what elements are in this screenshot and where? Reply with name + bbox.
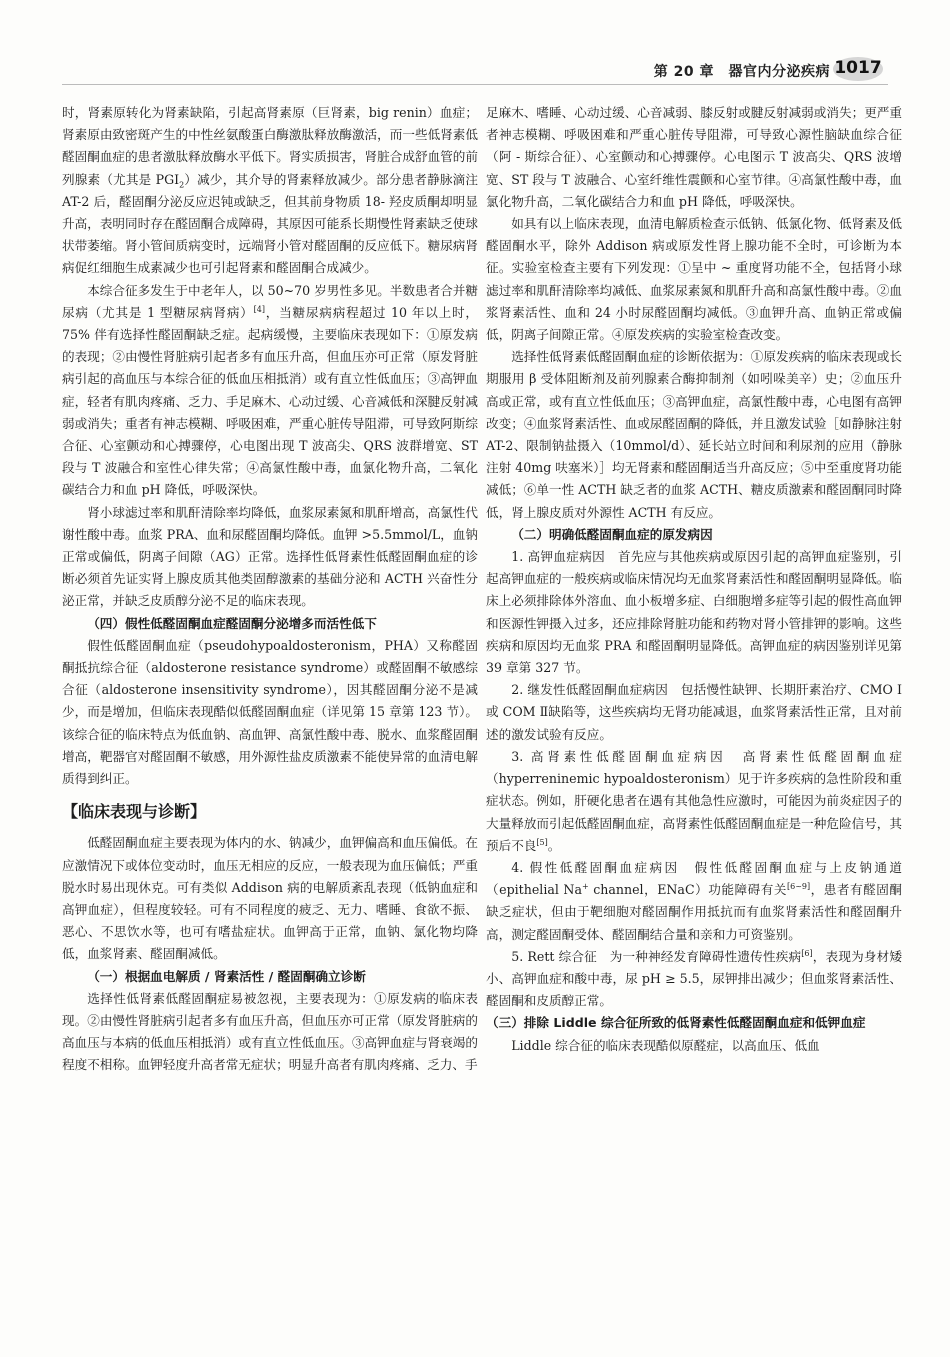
subsection-heading: （一）根据血电解质 / 肾素活性 / 醛固酮确立诊断 xyxy=(87,968,366,984)
paragraph: 选择性低肾素低醛固酮症易被忽视，主要表现为：①原发病的临床表现。②由慢性肾脏病引起者多有血压升高，但血压亦可正常（原发肾脏病的高血压与本病的低血压相抵消）或有直立性低血压。③高钾血症与肾衰竭的程度不相称。血钾轻度升高者常无症状；明显升高者有肌肉疼痛、乏力、手 xyxy=(62,990,478,1073)
paragraph: 2. 继发性低醛固酮血症病因 包括慢性缺钾、长期肝素治疗、CMO Ⅰ或 COM Ⅱ缺陷等，这些疾病均无肾功能减退，血浆肾素活性正常，且对前述的激发试验有反应。 xyxy=(486,682,902,742)
right-column xyxy=(486,102,902,1057)
text: ）减少，其介导的肾素释放减少。部分患者静脉滴注 AT-2 后，醛固酮分泌反应迟钝或缺乏，但其前身物质 18- 羟皮质酮却明显升高，表明同时存在醛固酮合成障碍，其原因可能系长期慢性肾素缺乏使球状带萎缩。肾小管间质病变时，远端肾小管对醛固酮的反应低下。糖尿病肾病促红细胞生成素减少也可引起肾素和醛固酮合成减少。 xyxy=(62,171,478,276)
page-number: 1017 xyxy=(834,58,882,78)
paragraph: 低醛固酮血症主要表现为体内的水、钠减少，血钾偏高和血压偏低。在应激情况下或体位变动时，血压无相应的反应，一般表现为血压偏低；严重脱水时易出现休克。可有类似 Addison 病的电解质紊乱表现（低钠血症和高钾血症），但程度较轻。可有不同程度的疲乏、无力、嗜睡、食欲不振、恶心、不思饮水等，也可有嗜盐症状。血钾高于正常，血钠、氯化物均降低，血浆肾素、醛固酮减低。 xyxy=(62,835,478,962)
paragraph xyxy=(62,102,478,280)
text: 。 xyxy=(547,837,561,853)
reference: [4] xyxy=(253,304,265,314)
chapter-title: 第 20 章 器官内分泌疾病 xyxy=(653,64,830,80)
subsection-heading: （四）假性低醛固酮血症醛固酮分泌增多而活性低下 xyxy=(87,615,377,631)
left-column xyxy=(62,102,478,1077)
reference: [5] xyxy=(536,837,548,847)
paragraph: 选择性低肾素低醛固酮血症的诊断依据为：①原发疾病的临床表现或长期服用 β 受体阻断剂及前列腺素合酶抑制剂（如吲哚美辛）史；②血压升高或正常，或有直立性低血压；③高钾血症，高氯性酸中毒，心电图有高钾改变；④血浆肾素活性、血或尿醛固酮的降低，并且激发试验［如静脉注射 AT-2、限制钠盐摄入（10mmol/d）、延长站立时间和利尿剂的应用（静脉注射 40mg 呋塞米）］均无肾素和醛固酮适当升高反应；⑤中至重度肾功能减低；⑥单一性 ACTH 缺乏者的血浆 ACTH、糖皮质激素和醛固酮同时降低，肾上腺皮质对外源性 ACTH 有反应。 xyxy=(486,349,902,520)
page-header xyxy=(0,50,950,90)
paragraph xyxy=(486,946,902,1013)
paragraph: 1. 高钾血症病因 首先应与其他疾病或原因引起的高钾血症鉴别，引起高钾血症的一般疾病或临床情况均无血浆肾素活性和醛固酮明显降低。临床上必须排除体外溶血、血小板增多症、白细胞增多症等引起的假性高血钾和医源性钾摄入过多，还应排除肾脏功能和药物对肾小管排钾的影响。这些疾病和原因均无血浆 PRA 和醛固酮明显降低。高钾血症的病因鉴别详见第 39 章第 327 节。 xyxy=(486,549,902,676)
paragraph xyxy=(486,746,902,857)
text: ，患者有醛固酮缺乏症状，但由于靶细胞对醛固酮作用抵抗而有血浆肾素活性和醛固酮升高，测定醛固酮受体、醛固酮结合量和亲和力可资鉴别。 xyxy=(486,882,902,942)
paragraph xyxy=(486,857,902,946)
subsection-heading: （二）明确低醛固酮血症的原发病因 xyxy=(511,526,713,542)
paragraph: 如具有以上临床表现，血清电解质检查示低钠、低氯化物、低肾素及低醛固酮水平，除外 Addison 病或原发性肾上腺功能不全时，可诊断为本征。实验室检查主要有下列发现：①呈中 ~ 重度肾功能不全，包括肾小球滤过率和肌酐清除率均减低、血浆尿素氮和肌酐升高和高氯性酸中毒。②血浆肾素活性、血和 24 小时尿醛固酮均减低。③血钾升高、血钠正常或偏低，阴离子间隙正常。④原发疾病的实验室检查改变。 xyxy=(486,216,902,343)
paragraph: 足麻木、嗜睡、心动过缓、心音减弱、膝反射或腱反射减弱或消失；更严重者神志模糊、呼吸困难和严重心脏传导阻滞，可导致心源性脑缺血综合征（阿 - 斯综合征）、心室颤动和心搏骤停。心电图示 T 波高尖、QRS 波增宽、ST 段与 T 波融合、心室纤维性震颤和心室节律。④高氯性酸中毒，血氯化物升高，二氧化碳结合力和血 pH 降低，呼吸深快。 xyxy=(486,105,902,209)
text: ，表现为身材矮小、高钾血症和酸中毒，尿 pH ≥ 5.5，尿钾排出减少；但血浆肾素活性、醛固酮和皮质醇正常。 xyxy=(486,948,903,1009)
text: 5. Rett 综合征 为一种神经发育障碍性遗传性疾病 xyxy=(511,948,802,964)
paragraph: Liddle 综合征的临床表现酷似原醛症，以高血压、低血 xyxy=(511,1037,820,1053)
subscript: 2 xyxy=(179,180,185,190)
reference: [6] xyxy=(801,948,813,958)
text: channel，ENaC）功能障碍有关 xyxy=(588,882,787,898)
section-heading: 【临床表现与诊断】 xyxy=(62,802,207,822)
reference: [6~9] xyxy=(787,881,811,891)
paragraph xyxy=(62,280,478,502)
text: 本综合征多发生于中老年人，以 50~70 岁男性多见。半数患者合并糖尿病（尤其是 1 型糖尿病肾病） xyxy=(62,282,478,320)
superscript: + xyxy=(581,881,589,891)
text: 3. 高肾素性低醛固酮血症病因 高肾素性低醛固酮血症（hyperreninemic hypoaldosteronism）见于许多疾病的急性阶段和重症状态。例如，肝硬化患者在遇有其他急性应激时，可能因为前炎症因子的大量释放而引起低醛固酮血症，高肾素性低醛固酮血症是一种危险信号，其预后不良 xyxy=(486,748,902,853)
text: 4. 假性低醛固酮血症病因 假性低醛固酮血症与上皮钠通道（epithelial Na xyxy=(486,859,902,898)
text: ，当糖尿病病程超过 10 年以上时，75% 伴有选择性醛固酮缺乏症。起病缓慢，主要临床表现如下：①原发病的表现；②由慢性肾脏病引起者多有血压升高，但血压亦可正常（原发肾脏病引起的高血压与本综合征的低血压相抵消）或有直立性低血压；③高钾血症，轻者有肌肉疼痛、乏力、手足麻木、心动过缓、心音减低和深腱反射减弱或消失；重者有神志模糊、呼吸困难，严重心脏传导阻滞，可导致阿斯综合征、心室颤动和心搏骤停，心电图出现 T 波高尖、QRS 波群增宽、ST 段与 T 波融合和室性心律失常；④高氯性酸中毒，血氯化物升高，二氧化碳结合力和血 pH 降低，呼吸深快。 xyxy=(62,304,478,498)
paragraph: 假性低醛固酮血症（pseudohypoaldosteronism，PHA）又称醛固酮抵抗综合征（aldosterone resistance syndrome）或醛固酮不敏感综合征（aldosterone insensitivity syndrome），因其醛固酮分泌不是减少，而是增加，但临床表现酷似低醛固酮血症（详见第 15 章第 123 节）。该综合征的临床特点为低血钠、高血钾、高氯性酸中毒、脱水、血浆醛固酮增高，靶器官对醛固酮不敏感，用外源性盐皮质激素不能使异常的血清电解质得到纠正。 xyxy=(62,637,478,787)
page-number-badge xyxy=(832,56,884,82)
text: 时，肾素原转化为肾素缺陷，引起高肾素原（巨肾素，big renin）血症；肾素原由致密斑产生的中性丝氨酸蛋白酶激肽释放酶激活，而一些低肾素低醛固酮血症的患者激肽释放酶水平低下。肾实质损害，肾脏合成舒血管的前列腺素（尤其是 PGI xyxy=(62,105,478,187)
paragraph: 肾小球滤过率和肌酐清除率均降低，血浆尿素氮和肌酐增高，高氯性代谢性酸中毒。血浆 PRA、血和尿醛固酮均降低。血钾 >5.5mmol/L，血钠正常或偏低，阴离子间隙（AG）正常。选择性低肾素性低醛固酮血症的诊断必须首先证实肾上腺皮质其他类固醇激素的基础分泌和 ACTH 兴奋性分泌正常，并缺乏皮质醇分泌不足的临床表现。 xyxy=(62,504,478,609)
subsection-heading: （三）排除 Liddle 综合征所致的低肾素性低醛固酮血症和低钾血症 xyxy=(486,1015,866,1031)
header-rule xyxy=(62,84,888,85)
